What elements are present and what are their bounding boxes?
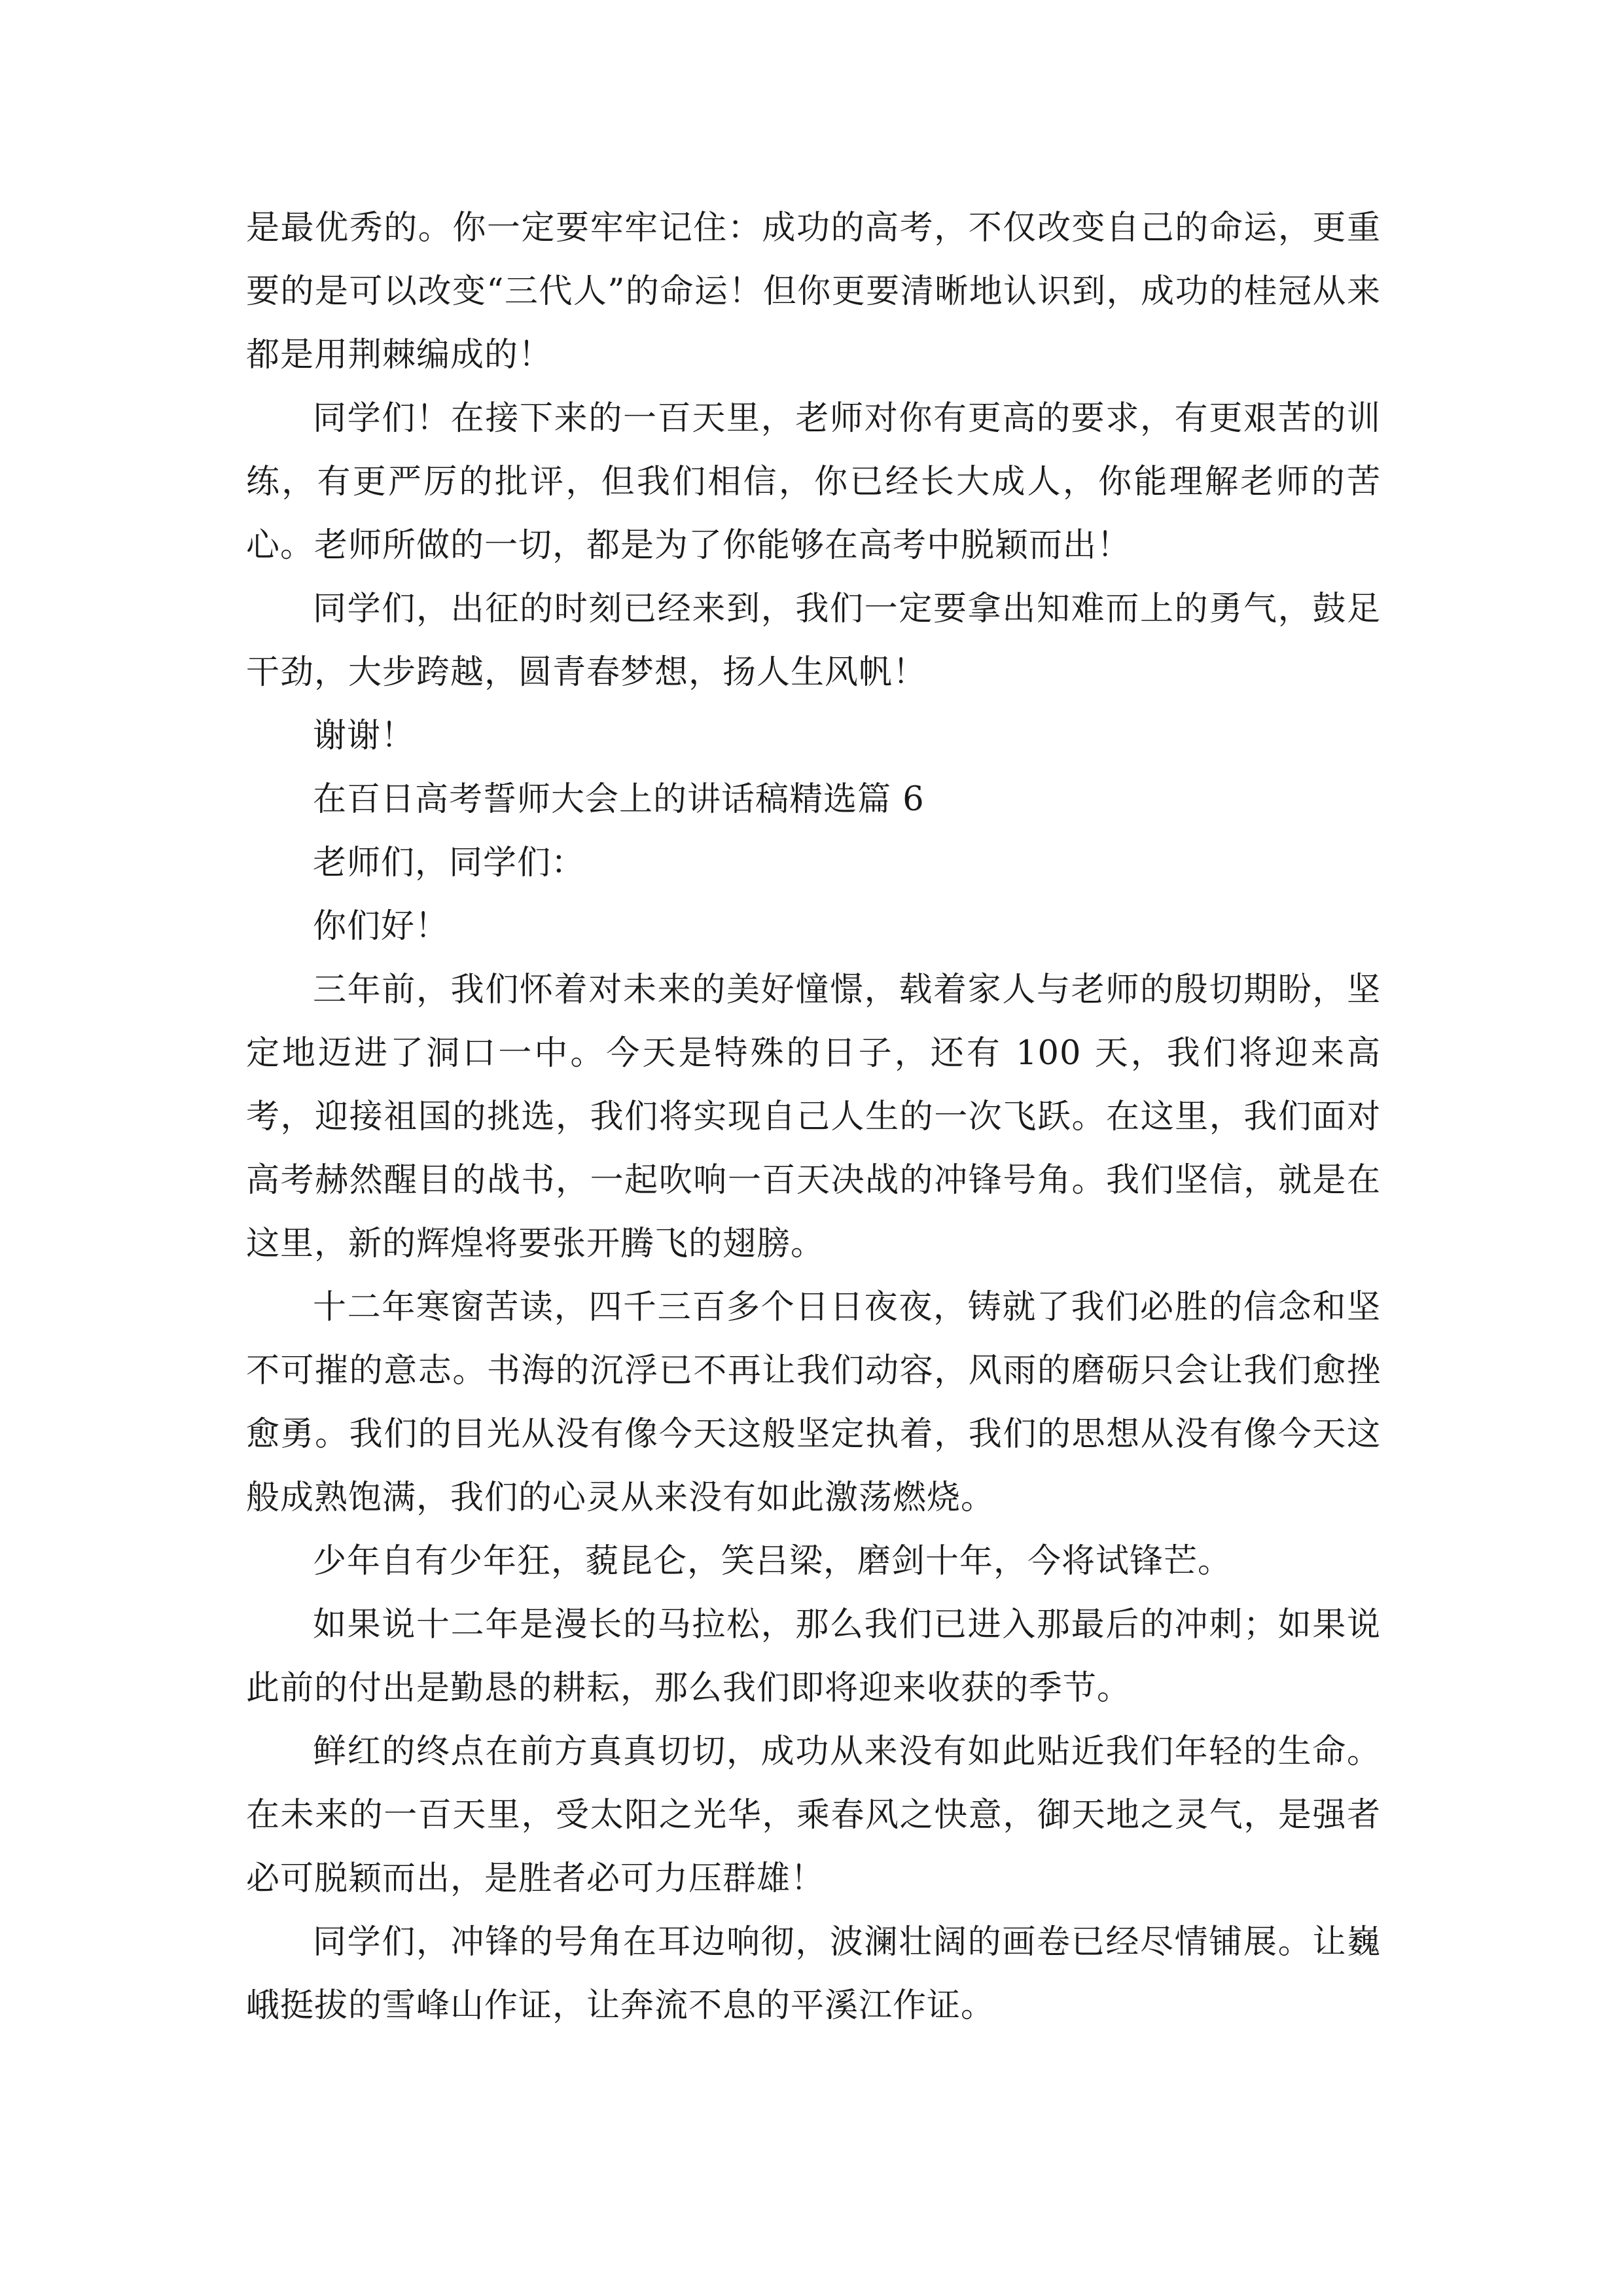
- paragraph: 如果说十二年是漫长的马拉松，那么我们已进入那最后的冲刺；如果说此前的付出是勤恳的耕耘，那么我们即将迎来收获的季节。: [246, 1605, 1381, 1708]
- paragraph: 同学们，冲锋的号角在耳边响彻，波澜壮阔的画卷已经尽情铺展。让巍峨挺拔的雪峰山作证，让奔流不息的平溪江作证。: [246, 1923, 1381, 2025]
- paragraph: 同学们，出征的时刻已经来到，我们一定要拿出知难而上的勇气，鼓足干劲，大步跨越，圆青春梦想，扬人生风帆！: [246, 590, 1381, 692]
- paragraph: 鲜红的终点在前方真真切切，成功从来没有如此贴近我们年轻的生命。在未来的一百天里，受太阳之光华，乘春风之快意，御天地之灵气，是强者必可脱颖而出，是胜者必可力压群雄！: [246, 1732, 1381, 1898]
- paragraph: 少年自有少年狂，藐昆仑，笑吕梁，磨剑十年，今将试锋芒。: [313, 1542, 1232, 1581]
- paragraph: 同学们！在接下来的一百天里，老师对你有更高的要求，有更艰苦的训练，有更严厉的批评，但我们相信，你已经长大成人，你能理解老师的苦心。老师所做的一切，都是为了你能够在高考中脱颖而出！: [246, 399, 1381, 565]
- section-title: 在百日高考誓师大会上的讲话稿精选篇 6: [313, 780, 925, 819]
- paragraph: 三年前，我们怀着对未来的美好憧憬，载着家人与老师的殷切期盼，坚定地迈进了洞口一中。今天是特殊的日子，还有 100 天，我们将迎来高考，迎接祖国的挑选，我们将实现自己人生的一次飞跃。在这里，我们面对高考赫然醒目的战书，一起吹响一百天决战的冲锋号角。我们坚信，就是在这里，新的辉煌将要张开腾飞的翅膀。: [246, 971, 1381, 1263]
- greeting: 你们好！: [313, 907, 450, 946]
- closing-thanks: 谢谢！: [313, 717, 416, 755]
- paragraph: 是最优秀的。你一定要牢牢记住：成功的高考，不仅改变自己的命运，更重要的是可以改变“三代人”的命运！但你更要清晰地认识到，成功的桂冠从来都是用荆棘编成的！: [246, 209, 1381, 374]
- paragraph: 十二年寒窗苦读，四千三百多个日日夜夜，铸就了我们必胜的信念和坚不可摧的意志。书海的沉浮已不再让我们动容，风雨的磨砺只会让我们愈挫愈勇。我们的目光从没有像今天这般坚定执着，我们的思想从没有像今天这般成熟饱满，我们的心灵从来没有如此激荡燃烧。: [246, 1288, 1381, 1517]
- salutation: 老师们，同学们：: [313, 844, 586, 882]
- document-body: [246, 196, 1381, 2037]
